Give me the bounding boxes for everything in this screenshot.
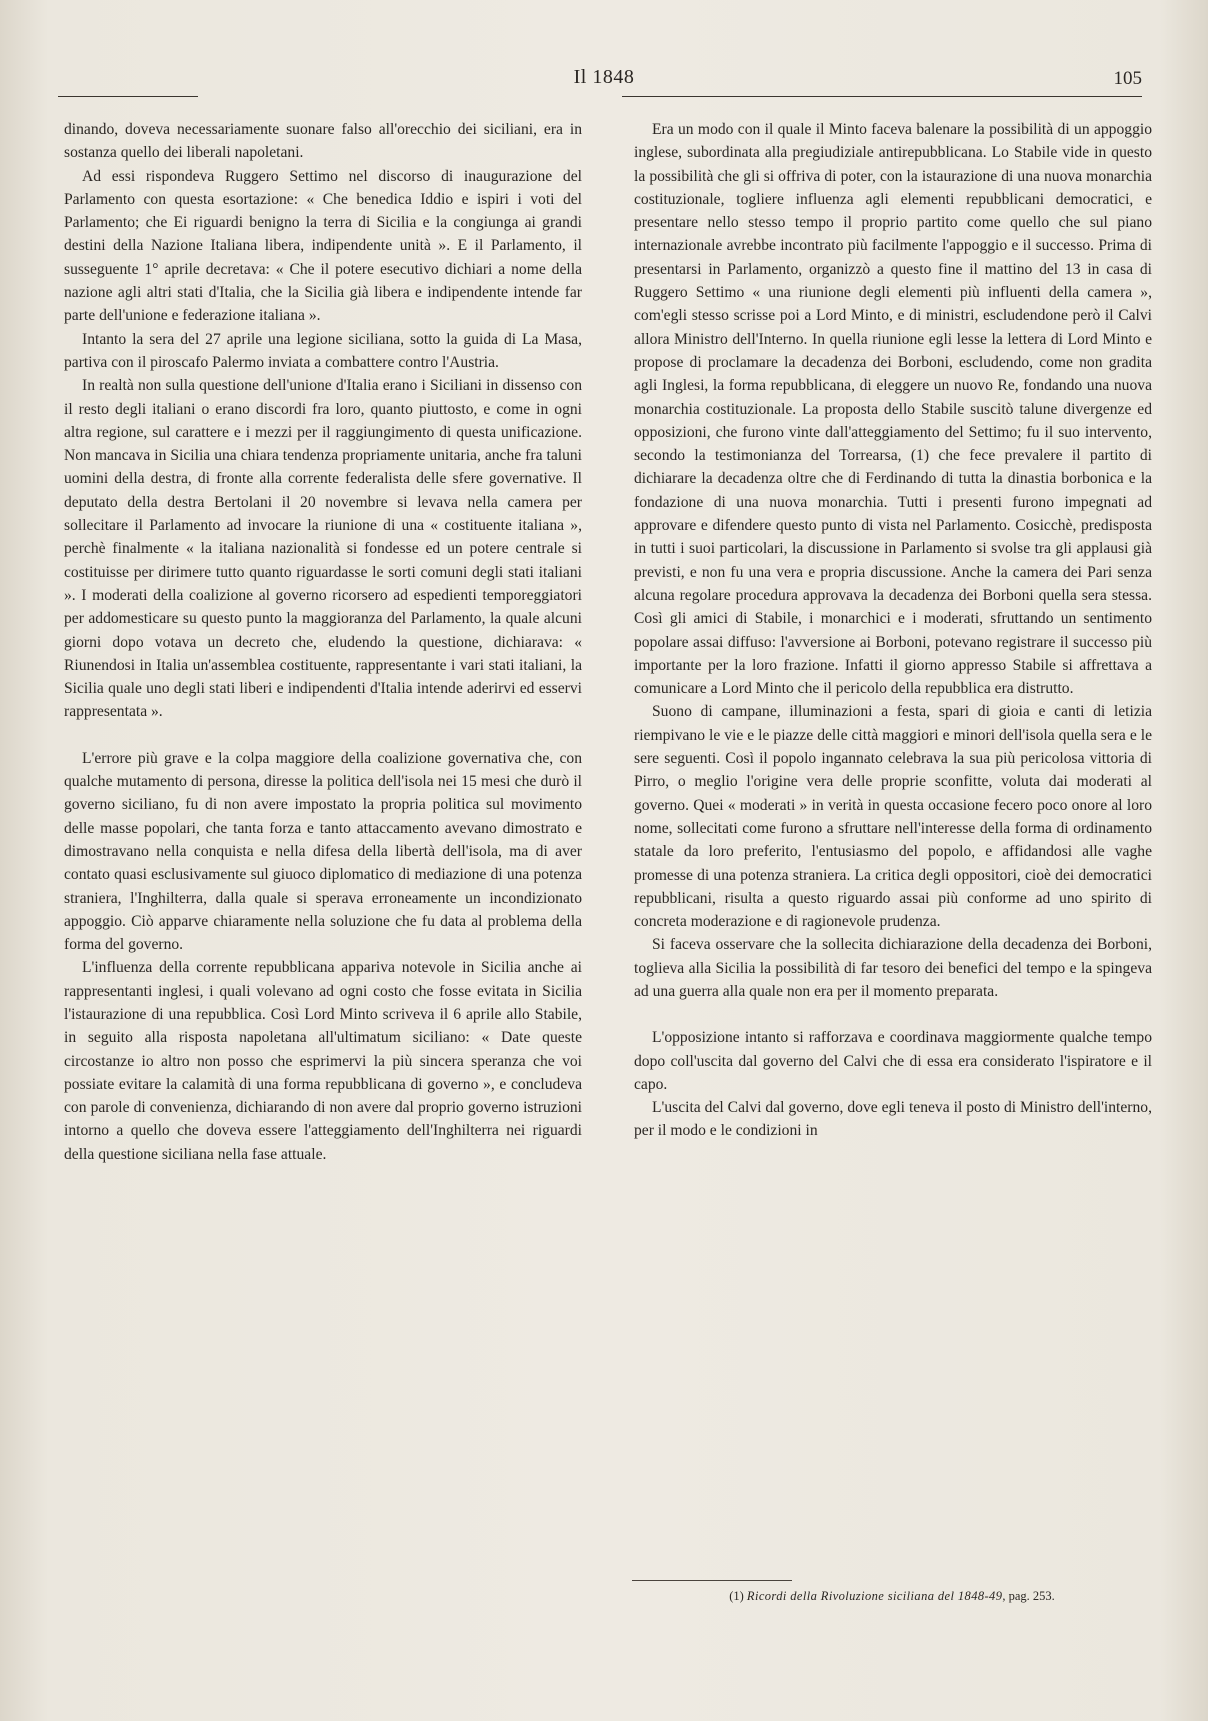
page-number: 105 bbox=[1113, 68, 1142, 89]
paragraph: L'errore più grave e la colpa maggiore della coalizione governativa che, con qualche mutamento di persona, diresse la politica dell'isola nei 15 mesi che durò il governo siciliano, fu di non avere impostato la propria politica sul movimento delle masse popolari, che tanta forza e tanto attaccamento avevano dimostrato e dimostravano nella conquista e nella difesa della libertà dell'isola, ma di aver contato quasi esclusivamente sul giuoco diplomatico di mediazione di una potenza straniera, l'Inghilterra, dalla quale si sperava erroneamente un incondizionato appoggio. Ciò apparve chiaramente nella soluzione che fu data al problema della forma del governo. bbox=[64, 749, 582, 954]
left-column bbox=[64, 118, 582, 1166]
paragraph: dinando, doveva necessariamente suonare falso all'orecchio dei siciliani, era in sostanza quello dei liberali napoletani. bbox=[64, 121, 582, 162]
footnote-title: Ricordi della Rivoluzione siciliana del 1848-49 bbox=[746, 1589, 1003, 1603]
footnote-marker: (1) bbox=[729, 1589, 744, 1603]
header-rule-left bbox=[58, 96, 198, 97]
paragraph: Ad essi rispondeva Ruggero Settimo nel discorso di inaugurazione del Parlamento con questa esortazione: « Che benedica Iddio e ispiri i voti del Parlamento; che Ei riguardi benigno la terra di Sicilia e la congiunga ai grandi destini della Nazione Italiana libera, indipendente unità ». E il Parlamento, il susseguente 1° aprile decretava: « Che il potere esecutivo dichiari a nome della nazione agli altri stati d'Italia, che la Sicilia già libera e indipendente intende far parte dell'unione e federazione italiana ». bbox=[64, 167, 582, 325]
running-title: Il 1848 bbox=[573, 66, 635, 88]
paragraph: L'opposizione intanto si rafforzava e coordinava maggiormente qualche tempo dopo coll'uscita dal governo del Calvi che di essa era considerato l'ispiratore e il capo. bbox=[634, 1029, 1152, 1093]
paragraph: Si faceva osservare che la sollecita dichiarazione della decadenza dei Borboni, toglieva alla Sicilia la possibilità di far tesoro dei benefici del tempo e la spingeva ad una guerra alla quale non era per il momento preparata. bbox=[634, 936, 1152, 1000]
footnote-rule bbox=[632, 1580, 792, 1581]
paragraph: L'uscita del Calvi dal governo, dove egli teneva il posto di Ministro dell'interno, per il modo e le condizioni in bbox=[634, 1099, 1152, 1140]
paragraph: L'influenza della corrente repubblicana appariva notevole in Sicilia anche ai rappresentanti inglesi, i quali volevano ad ogni costo che fosse evitata in Sicilia l'istaurazione di una repubblica. Così Lord Minto scriveva il 6 aprile allo Stabile, in seguito alla risposta napoletana all'ultimatum siciliano: « Date queste circostanze io altro non posso che esprimervi la più sincera speranza che voi possiate evitare la calamità di una forma repubblicana di governo », e concludeva con parole di convenienza, dichiarando di non avere dal proprio governo istruzioni intorno a quello che doveva essere l'atteggiamento dell'Inghilterra nei riguardi della questione siciliana nella fase attuale. bbox=[64, 959, 582, 1163]
paragraph: Era un modo con il quale il Minto faceva balenare la possibilità di un appoggio inglese, subordinata alla pregiudiziale antirepubblicana. Lo Stabile vide in questo la possibilità che gli si offriva di poter, con la istaurazione di una nuova monarchia costituzionale, togliere influenza agli elementi repubblicani democratici, e presentare nello stesso tempo il proprio partito come quello che sul piano internazionale avrebbe incontrato più facilmente l'appoggio e il successo. Prima di presentarsi in Parlamento, organizzò a questo fine il mattino del 13 in casa di Ruggero Settimo « una riunione degli elementi più influenti della camera », com'egli stesso scrisse poi a Lord Minto, e di ministri, escludendone però il Calvi allora Ministro dell'Interno. In quella riunione egli lesse la lettera di Lord Minto e propose di proclamare la decadenza dei Borboni, escludendo, come non gradita agli Inglesi, la forma repubblicana, di eleggere un nuovo Re, fondando una nuova monarchia costituzionale. La proposta dello Stabile suscitò talune divergenze ed opposizioni, che furono vinte dall'atteggiamento del Settimo; fu il suo intervento, secondo la testimonianza del Torrearsa, (1) che fece prevalere il partito di dichiarare la decadenza oltre che di Ferdinando di tutta la dinastia borbonica e la fondazione di una nuova monarchia. Tutti i presenti furono impegnati ad approvare e difendere questo punto di vista nel Parlamento. Cosicchè, predisposta in tutti i suoi particolari, la discussione in Parlamento si svolse tra gli applausi già previsti, e non fu una vera e propria discussione. Anche la camera dei Pari senza alcuna regolare procedura approvava la decadenza dei Borboni quella sera stessa. Così gli amici di Stabile, i monarchici e i moderati, sfruttando un sentimento popolare assai diffuso: l'avversione ai Borboni, potevano registrare il successo più importante per la loro frazione. Infatti il giorno appresso Stabile si affrettava a comunicare a Lord Minto che il pericolo della repubblica era distrutto. bbox=[634, 121, 1152, 698]
paragraph: Intanto la sera del 27 aprile una legione siciliana, sotto la guida di La Masa, partiva con il piroscafo Palermo inviata a combattere contro l'Austria. bbox=[64, 330, 582, 371]
footnote-page: , pag. 253. bbox=[1002, 1589, 1055, 1603]
paragraph: Suono di campane, illuminazioni a festa, spari di gioia e canti di letizia riempivano le vie e le piazze delle città maggiori e minori dell'isola quella sera e le sere seguenti. Così il popolo ingannato celebrava la sua più pericolosa vittoria di Pirro, o meglio l'origine vera delle proprie sconfitte, voluta dai moderati al governo. Quei « moderati » in verità in questa occasione fecero poco onore al loro nome, sollecitati come furono a sfruttare nell'interesse della forma di ordinamento statale da loro preferito, l'entusiasmo del popolo, e affidandosi alle vaghe promesse di una potenza straniera. La critica degli oppositori, cioè dei democratici repubblicani, risulta a questo riguardo assai più conforme ad uno spirito di concreta moderazione e di ragionevole prudenza. bbox=[634, 703, 1152, 931]
footnote bbox=[632, 1587, 1152, 1605]
paragraph: In realtà non sulla questione dell'unione d'Italia erano i Siciliani in dissenso con il resto degli italiani o erano discordi fra loro, quanto piuttosto, e come in ogni altra regione, sul carattere e i mezzi per il raggiungimento di questa unificazione. Non mancava in Sicilia una chiara tendenza propriamente unitaria, anche fra taluni uomini della destra, di fronte alla corrente federalista delle sfere governative. Il deputato della destra Bertolani il 20 novembre si levava nella camera per sollecitare il Parlamento ad invocare la riunione di una « costituente italiana », perchè finalmente « la italiana nazionalità si fondesse ed un potere centrale si costituisse per dirimere tutto quanto riguardasse le sorti comuni degli stati italiani ». I moderati della coalizione al governo ricorsero ad espedienti temporeggiatori per addomesticare su questo punto la maggioranza del Parlamento, la quale alcuni giorni dopo votava un decreto che, eludendo la questione, dichiarava: « Riunendosi in Italia un'assemblea costituente, rappresentante i vari stati italiani, la Sicilia quale uno degli stati liberi e indipendenti d'Italia intende aderirvi ed esservi rappresentata ». bbox=[64, 377, 582, 721]
page-header bbox=[0, 56, 1208, 96]
header-rule-right bbox=[622, 96, 1142, 97]
right-column bbox=[634, 118, 1152, 1143]
